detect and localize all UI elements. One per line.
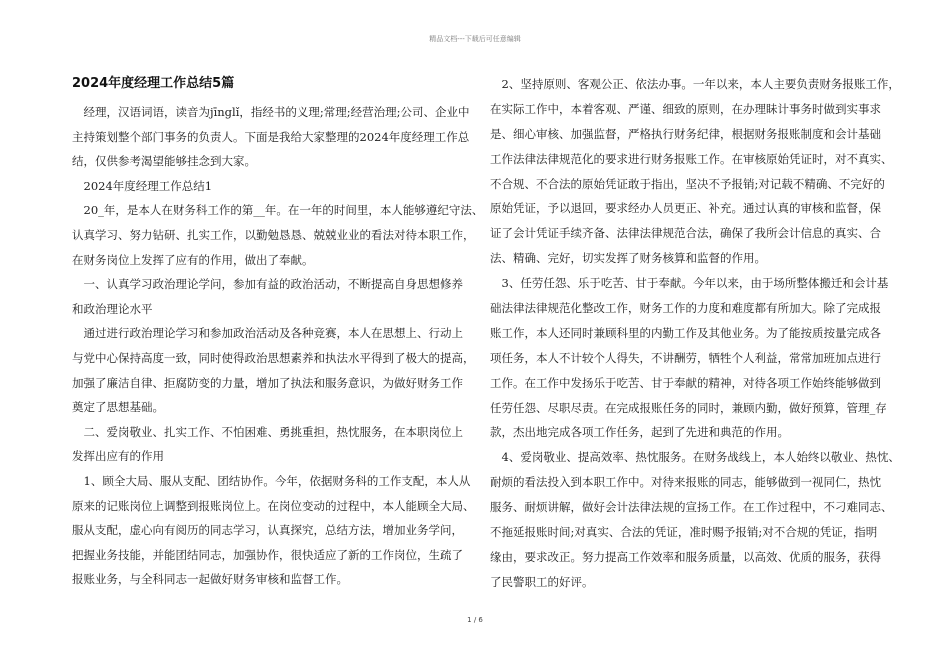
left-column <box>72 72 484 592</box>
text-line: 耐烦的看法投入到本职工作中。对待来报账的同志，能够做到一视同仁，热忱 <box>490 475 881 490</box>
text-line: 法、精确、完好，切实发挥了财务核算和监督的作用。 <box>490 251 766 266</box>
text-line: 与党中心保持高度一致，同时使得政治思想素养和执法水平得到了极大的提高， <box>72 350 475 365</box>
document-title: 2024年度经理工作总结5篇 <box>72 76 235 91</box>
text-line: 认真学习、努力钻研、扎实工作，以勤勉恳恳、兢兢业业的看法对待本职工作， <box>72 227 475 242</box>
text-line: 在财务岗位上发挥了应有的作用，做出了奉献。 <box>72 252 314 267</box>
text-line: 2、坚持原则、客观公正、依法办事。一年以来，本人主要负责财务报账工作， <box>490 77 900 91</box>
text-line: 经理，汉语词语，读音为jīnglǐ，指经书的义理;常理;经营治理;公司、企业中 <box>72 105 470 119</box>
text-line: 工作法律法律规范化的要求进行财务报账工作。在审核原始凭证时，对不真实、 <box>490 151 893 166</box>
text-line: 在实际工作中，本着客观、严谨、细致的原则，在办理眛计事务时做到实事求 <box>490 101 881 116</box>
text-line: 服务、耐烦讲解，做好会计法律法规的宣扬工作。在工作过程中，不刁难同志、 <box>490 500 893 515</box>
page-number: 1 / 6 <box>467 616 483 624</box>
text-line: 结，仅供参考渴望能够挂念到大家。 <box>72 154 256 169</box>
text-line: 是、细心审核、加强监督，严格执行财务纪律，根据财务报账制度和会计基础 <box>490 126 881 141</box>
text-line: 和政治理论水平 <box>72 301 153 316</box>
text-line: 了民警职工的好评。 <box>490 574 594 589</box>
text-line: 报账业务，与全科同志一起做好财务审核和监督工作。 <box>72 572 348 587</box>
text-line: 工作。在工作中发扬乐于吃苦、甘于奉献的精神，对待各项工作始终能够做到 <box>490 375 881 390</box>
right-column <box>490 72 900 595</box>
text-line: 奠定了思想基础。 <box>72 400 164 415</box>
text-line: 证了会计凭证手续齐备、法律法律规范合法，确保了我所会计信息的真实、合 <box>490 226 881 241</box>
text-line: 20_年，是本人在财务科工作的第__年。在一年的时间里，本人能够遵纪守法、 <box>72 203 484 218</box>
text-line: 账工作，本人还同时兼顾科里的内勤工作及其他业务。为了能按质按量完成各 <box>490 325 881 340</box>
text-line: 不合规、不合法的原始凭证敢于指出，坚决不予报销;对记载不精确、不完好的 <box>490 176 885 191</box>
text-line: 一、认真学习政治理论学问，参加有益的政治活动，不断提高自身思想修养 <box>72 277 463 292</box>
text-line: 通过进行政治理论学习和参加政治活动及各种竞赛，本人在思想上、行动上 <box>72 326 463 341</box>
left-column-body <box>72 100 484 592</box>
page-header: 精品文档---下载后可任意编辑 <box>429 35 521 43</box>
text-line: 发挥出应有的作用 <box>72 449 164 464</box>
text-line: 任劳任怨、尽职尽责。在完成报账任务的同时，兼顾内勤，做好预算，管理_存 <box>490 400 887 415</box>
text-line: 不拖延报账时间;对真实、合法的凭证，准时赐予报销;对不合规的凭证，指明 <box>490 525 878 540</box>
text-line: 项任务，本人不计较个人得失，不讲酬劳，牺牲个人利益，常常加班加点进行 <box>490 350 881 365</box>
text-line: 加强了廉洁自律、拒腐防变的力量，增加了执法和服务意识，为做好财务工作 <box>72 375 463 390</box>
text-line: 把握业务技能，并能团结同志，加强协作，很快适应了新的工作岗位，生疏了 <box>72 547 463 562</box>
text-line: 原始凭证，予以退回，要求经办人员更正、补充。通过认真的审核和监督，保 <box>490 201 881 216</box>
text-line: 1、顾全大局、服从支配、团结协作。今年，依据财务科的工作支配，本人从 <box>72 473 471 488</box>
right-column-body <box>490 72 900 595</box>
text-line: 二、爱岗敬业、扎实工作、不怕困难、勇挑重担，热忱服务，在本职岗位上 <box>72 424 463 439</box>
text-line: 服从支配，虚心向有阅历的同志学习，认真探究，总结方法，增加业务学问， <box>72 523 463 538</box>
text-line: 原来的记账岗位上调整到报账岗位上。在岗位变动的过程中，本人能顾全大局、 <box>72 498 475 513</box>
text-line: 主持策划整个部门事务的负责人。下面是我给大家整理的2024年度经理工作总 <box>72 129 470 144</box>
text-line: 4、爱岗敬业、提高效率、热忱服务。在财务战线上，本人始终以敬业、热忱、 <box>490 450 900 465</box>
text-line: 3、任劳任怨、乐于吃苦、甘于奉献。今年以来，由于场所整体搬迁和会计基 <box>490 276 889 291</box>
text-line: 款，杰出地完成各项工作任务，起到了先进和典范的作用。 <box>490 425 789 440</box>
text-line: 础法律法律规范化整改工作，财务工作的力度和难度都有所加大。除了完成报 <box>490 301 881 316</box>
text-line: 2024年度经理工作总结1 <box>72 178 213 193</box>
text-line: 缘由，要求改正。努力提高工作效率和服务质量，以高效、优质的服务，获得 <box>490 549 881 564</box>
